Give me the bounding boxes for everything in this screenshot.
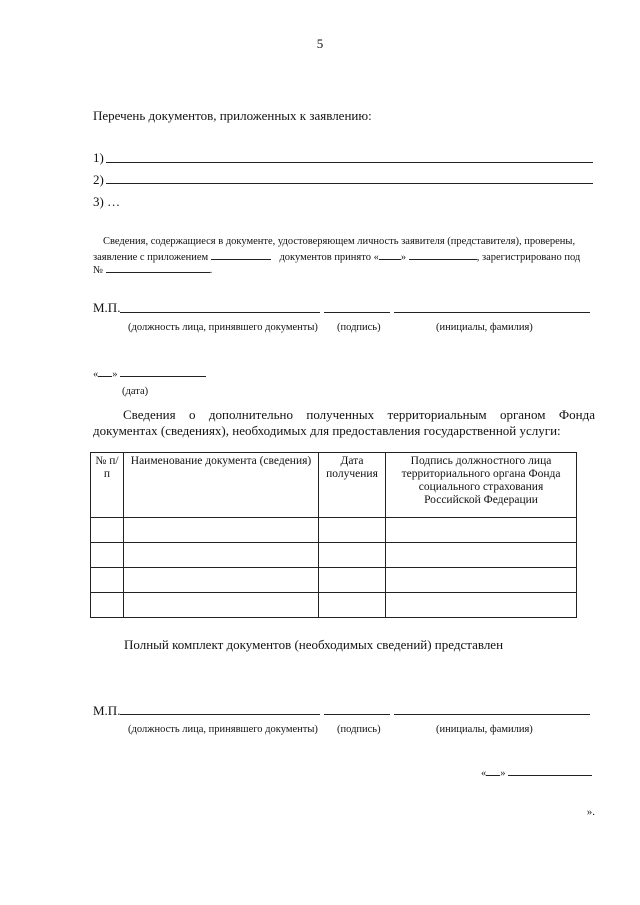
closing-mark: ». bbox=[586, 806, 595, 818]
col-header-official-signature: Подпись должностного лица территориального органа Фонда социального страхования Российской Федерации bbox=[386, 453, 577, 518]
position-field-1[interactable] bbox=[120, 312, 320, 313]
additional-heading: Сведения о дополнительно полученных территориальным органом Фонда документах (сведениях), необходимых для предоставления государственной услуги: bbox=[93, 407, 595, 438]
table-row bbox=[91, 543, 577, 568]
table-row bbox=[91, 593, 577, 618]
table-cell[interactable] bbox=[319, 518, 386, 543]
date-month-field-1[interactable] bbox=[120, 366, 206, 377]
table-cell[interactable] bbox=[386, 543, 577, 568]
name-field-1[interactable] bbox=[394, 312, 590, 313]
date-line-2 bbox=[481, 765, 592, 779]
table-row bbox=[91, 518, 577, 543]
attachment-count-field[interactable] bbox=[211, 249, 271, 260]
accepted-day-field[interactable] bbox=[379, 249, 401, 260]
table-cell[interactable] bbox=[91, 593, 124, 618]
position-field-2[interactable] bbox=[120, 714, 320, 715]
list-item-2-label: 2) bbox=[93, 172, 104, 187]
verification-text-b: документов принято « bbox=[279, 252, 379, 263]
verification-line-3: № . bbox=[93, 262, 212, 276]
table-cell[interactable] bbox=[319, 593, 386, 618]
date-close-quote-2: » bbox=[500, 768, 506, 779]
date-open-quote-2: « bbox=[481, 768, 487, 779]
list-item-1-line[interactable] bbox=[106, 162, 593, 163]
list-heading: Перечень документов, приложенных к заявлению: bbox=[93, 108, 372, 123]
received-documents-table bbox=[90, 452, 577, 618]
date-close-quote: » bbox=[112, 369, 118, 380]
caption-position-2: (должность лица, принявшего документы) bbox=[128, 724, 318, 735]
stamp-label-2: М.П. bbox=[93, 703, 121, 718]
col-header-number: № п/п bbox=[91, 453, 124, 518]
col-header-date-received: Дата получения bbox=[319, 453, 386, 518]
list-item-3-label: 3) … bbox=[93, 194, 121, 209]
table-cell[interactable] bbox=[386, 568, 577, 593]
date-month-field-2[interactable] bbox=[508, 765, 592, 776]
name-field-2[interactable] bbox=[394, 714, 590, 715]
table-header-row bbox=[91, 453, 577, 518]
caption-position-1: (должность лица, принявшего документы) bbox=[128, 322, 318, 333]
signature-field-2[interactable] bbox=[324, 714, 390, 715]
verification-text-c: » bbox=[400, 252, 407, 263]
verification-text-d: , зарегистрировано под bbox=[476, 252, 581, 263]
table-cell[interactable] bbox=[124, 593, 319, 618]
table-cell[interactable] bbox=[91, 543, 124, 568]
table-cell[interactable] bbox=[124, 518, 319, 543]
caption-name-1: (инициалы, фамилия) bbox=[436, 322, 533, 333]
date-caption: (дата) bbox=[122, 386, 149, 397]
verification-line-1: Сведения, содержащиеся в документе, удостоверяющем личность заявителя (представителя), проверены, bbox=[103, 236, 576, 247]
registration-number-field[interactable] bbox=[106, 262, 210, 273]
date-day-field-2[interactable] bbox=[486, 765, 500, 776]
table-cell[interactable] bbox=[386, 518, 577, 543]
list-item-2-line[interactable] bbox=[106, 183, 593, 184]
table-row bbox=[91, 568, 577, 593]
verification-text-a: заявление с приложением bbox=[93, 252, 209, 263]
caption-signature-1: (подпись) bbox=[337, 322, 381, 333]
date-line-1 bbox=[93, 366, 206, 380]
table-cell[interactable] bbox=[386, 593, 577, 618]
table-cell[interactable] bbox=[319, 543, 386, 568]
signature-field-1[interactable] bbox=[324, 312, 390, 313]
table-cell[interactable] bbox=[91, 568, 124, 593]
table-cell[interactable] bbox=[124, 568, 319, 593]
table-cell[interactable] bbox=[91, 518, 124, 543]
complete-set-statement: Полный комплект документов (необходимых сведений) представлен bbox=[124, 637, 504, 652]
stamp-label-1: М.П. bbox=[93, 300, 121, 315]
accepted-month-field[interactable] bbox=[409, 249, 477, 260]
table-cell[interactable] bbox=[319, 568, 386, 593]
registration-number-label: № bbox=[93, 265, 104, 276]
page-number: 5 bbox=[316, 36, 324, 51]
caption-name-2: (инициалы, фамилия) bbox=[436, 724, 533, 735]
verification-line-2 bbox=[93, 249, 595, 263]
caption-signature-2: (подпись) bbox=[337, 724, 381, 735]
col-header-document-name: Наименование документа (сведения) bbox=[124, 453, 319, 518]
date-day-field-1[interactable] bbox=[98, 366, 112, 377]
list-item-1-label: 1) bbox=[93, 150, 104, 165]
table-cell[interactable] bbox=[124, 543, 319, 568]
date-open-quote: « bbox=[93, 369, 99, 380]
